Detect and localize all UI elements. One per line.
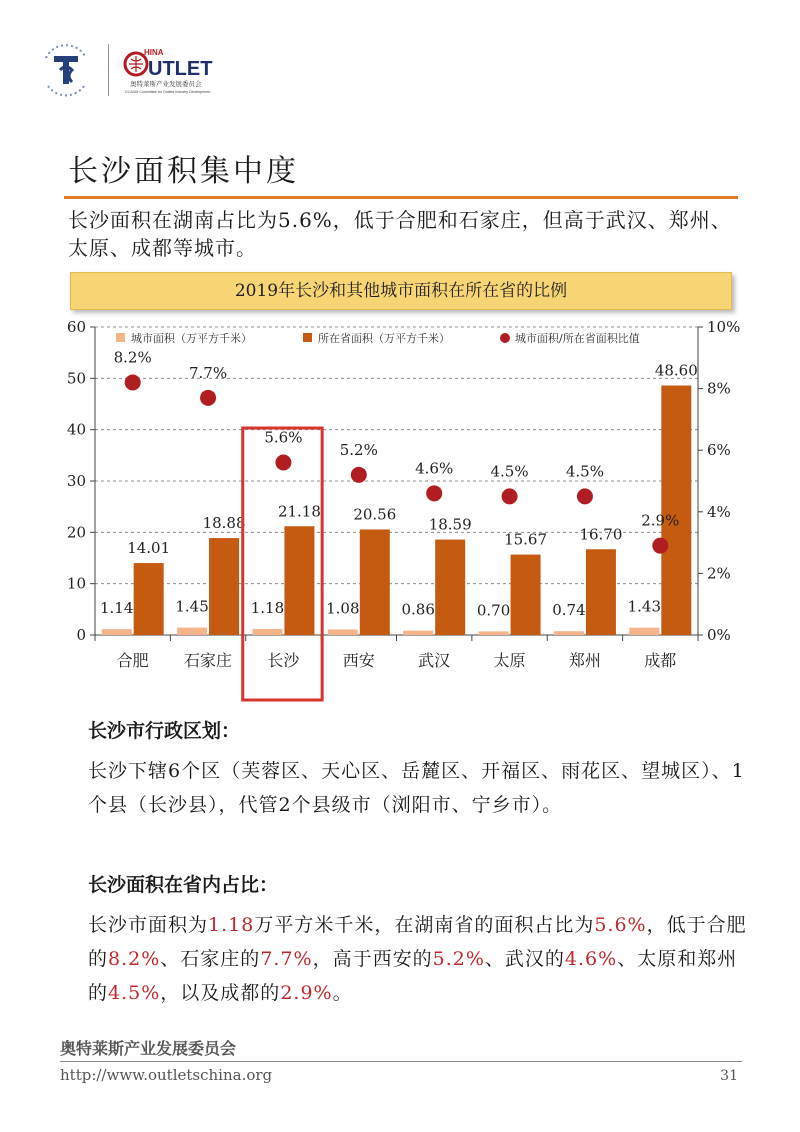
y2-tick-label: 2%	[707, 564, 731, 583]
value-highlight: 1.18	[208, 914, 255, 936]
text-segment: 万平方米千米，在湖南省的面积占比为	[254, 914, 595, 936]
y-tick-label: 20	[66, 523, 86, 542]
y2-tick-label: 10%	[707, 318, 741, 336]
chart-title-banner: 2019年长沙和其他城市面积在所在省的比例	[70, 272, 732, 310]
bar-city-area	[102, 629, 132, 635]
ratio-point	[502, 488, 518, 504]
bar-city-area	[554, 631, 584, 635]
text-segment: 、太原和郑州的	[88, 948, 738, 1004]
province-area-label: 16.70	[579, 525, 623, 544]
value-highlight: 7.7%	[260, 948, 313, 970]
y-tick-label: 50	[66, 369, 86, 388]
bar-city-area	[479, 631, 509, 635]
page-title: 长沙面积集中度	[68, 154, 299, 189]
legend-swatch	[500, 333, 510, 343]
ratio-label: 8.2%	[113, 348, 152, 367]
province-area-label: 15.67	[504, 530, 548, 549]
x-category-label: 合肥	[116, 651, 149, 670]
province-area-label: 18.59	[428, 515, 472, 534]
city-area-label: 0.74	[552, 601, 586, 620]
province-area-label: 20.56	[353, 505, 397, 524]
value-highlight: 4.5%	[108, 982, 161, 1004]
text-segment: ，以及成都的	[160, 982, 281, 1004]
value-highlight: 5.2%	[432, 948, 485, 970]
y2-tick-label: 6%	[707, 441, 731, 460]
text-segment: 、石家庄的	[160, 948, 261, 970]
value-highlight: 2.9%	[280, 982, 333, 1004]
text-segment: ，高于西安的	[312, 948, 433, 970]
x-category-label: 西安	[342, 651, 375, 670]
y2-tick-label: 4%	[707, 502, 731, 521]
ratio-point	[577, 488, 593, 504]
legend-swatch	[303, 333, 312, 342]
ratio-label: 5.6%	[264, 428, 303, 447]
admin-division-text: 长沙下辖6个区（芙蓉区、天心区、岳麓区、开福区、雨花区、望城区）、1个县（长沙县），代管2个县级市（浏阳市、宁乡市）。	[88, 760, 745, 816]
legend-label: 城市面积/所在省面积比值	[515, 332, 640, 345]
y-tick-label: 10	[66, 574, 86, 593]
bar-province-area	[435, 540, 465, 635]
logo-en-subtitle: CCAGM Committee for Outlets Industry Development	[125, 90, 211, 94]
ratio-label: 4.5%	[490, 462, 529, 481]
x-category-label: 太原	[493, 651, 526, 670]
province-area-label: 21.18	[277, 502, 321, 521]
ratio-point	[125, 374, 141, 390]
bar-province-area	[360, 529, 390, 635]
logo-hina-text: HINA	[144, 48, 164, 57]
footer-divider	[60, 1061, 742, 1062]
x-category-label: 郑州	[568, 651, 601, 670]
intro-paragraph: 长沙面积在湖南占比为5.6%，低于合肥和石家庄，但高于武汉、郑州、太原、成都等城市。	[68, 208, 732, 260]
x-category-label: 长沙	[267, 651, 300, 670]
city-area-label: 0.86	[401, 600, 435, 619]
x-category-label: 成都	[644, 651, 677, 670]
bar-province-area	[284, 526, 314, 635]
y-tick-label: 40	[66, 420, 86, 439]
bar-province-area	[661, 386, 691, 635]
logo-divider	[108, 44, 109, 96]
area-share-heading: 长沙面积在省内占比：	[88, 874, 279, 896]
ratio-point	[275, 455, 291, 471]
legend-label: 城市面积（万平方千米）	[131, 332, 252, 345]
province-area-label: 18.88	[202, 514, 246, 533]
bar-city-area	[177, 628, 207, 635]
bar-province-area	[134, 563, 164, 635]
y2-tick-label: 8%	[707, 379, 731, 398]
y-tick-label: 0	[76, 626, 86, 644]
page-number: 31	[720, 1068, 738, 1084]
city-area-label: 1.43	[627, 597, 662, 616]
x-category-label: 武汉	[418, 651, 451, 670]
outlet-logo	[122, 44, 242, 96]
bar-city-area	[252, 629, 282, 635]
ratio-point	[652, 538, 668, 554]
footer-url-link[interactable]: http://www.outletschina.org	[60, 1066, 273, 1084]
value-highlight: 8.2%	[108, 948, 161, 970]
text-segment: 。	[332, 982, 353, 1004]
ratio-label: 4.6%	[415, 459, 454, 478]
city-area-label: 1.08	[326, 599, 360, 618]
y-tick-label: 30	[66, 472, 86, 490]
text-segment: 、武汉的	[484, 948, 565, 970]
ratio-label: 4.5%	[565, 462, 604, 481]
text-segment: ，低于合肥的	[88, 914, 747, 970]
value-highlight: 4.6%	[564, 948, 618, 970]
ratio-point	[351, 467, 367, 483]
city-area-label: 1.14	[99, 599, 134, 618]
city-area-label: 1.45	[175, 597, 209, 616]
title-underline	[64, 196, 738, 199]
footer-organization: 奥特莱斯产业发展委员会	[60, 1039, 237, 1058]
chart-legend	[116, 331, 640, 345]
ratio-label: 5.2%	[339, 440, 378, 459]
ratio-point	[200, 390, 216, 406]
admin-division-heading: 长沙市行政区划：	[88, 720, 241, 742]
province-area-label: 14.01	[127, 539, 171, 558]
city-area-label: 1.18	[250, 598, 285, 617]
value-highlight: 5.6%	[594, 914, 647, 936]
x-category-label: 石家庄	[184, 651, 233, 670]
ratio-label: 7.7%	[189, 363, 228, 382]
logo-cn-subtitle: 奥特莱斯产业发展委员会	[130, 80, 202, 88]
city-area-label: 0.70	[476, 601, 511, 620]
y2-tick-label: 0%	[707, 626, 731, 644]
bar-province-area	[586, 549, 616, 635]
area-ratio-chart	[50, 312, 750, 712]
legend-label: 所在省面积（万平方千米）	[318, 332, 450, 345]
bar-city-area	[328, 629, 358, 635]
ratio-point	[426, 485, 442, 501]
bar-city-area	[629, 628, 659, 635]
logo-outlet-text: UTLET	[148, 58, 213, 80]
ratio-label: 2.9%	[641, 511, 680, 530]
bar-province-area	[209, 538, 239, 635]
ccagm-emblem-logo	[40, 40, 92, 100]
y-tick-label: 60	[66, 318, 86, 336]
bar-province-area	[511, 555, 541, 635]
area-share-text	[88, 908, 748, 1010]
legend-swatch	[116, 333, 125, 342]
chart-gridlines	[95, 327, 698, 584]
text-segment: 长沙市面积为	[88, 914, 209, 936]
bar-city-area	[403, 631, 433, 635]
province-area-label: 48.60	[654, 361, 698, 380]
